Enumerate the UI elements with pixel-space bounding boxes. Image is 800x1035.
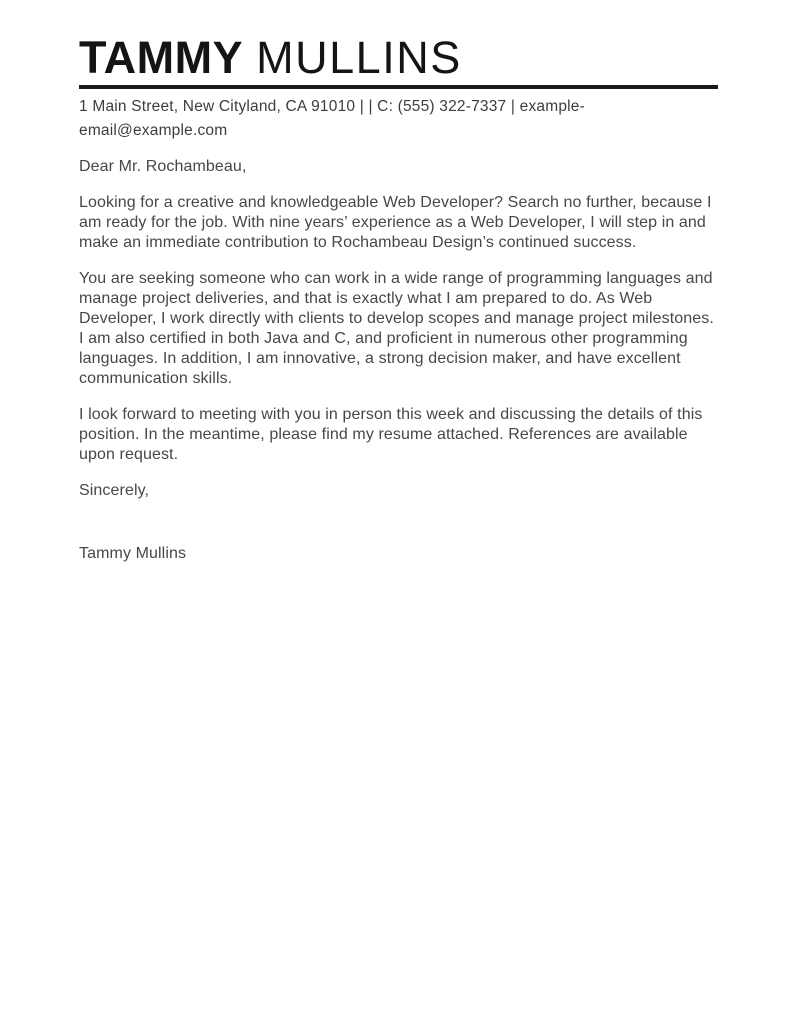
signature-name: Tammy Mullins	[79, 545, 187, 562]
contact-line-2: email@example.com	[79, 121, 228, 139]
candidate-first-name: TAMMY	[79, 32, 244, 83]
body-paragraph-3: I look forward to meeting with you in person this week and discussing the details of this position. In the meantime, please find my resume attached. References are available upon request.	[79, 406, 703, 463]
salutation: Dear Mr. Rochambeau,	[79, 158, 247, 175]
candidate-name	[79, 32, 718, 83]
body-paragraph-1: Looking for a creative and knowledgeable Web Developer? Search no further, because I am ready for the job. With nine years’ experience as a Web Developer, I will step in and make an immediate contribution to Rochambeau Design’s continued success.	[79, 194, 712, 251]
contact-line-1: 1 Main Street, New Cityland, CA 91010 | | C: (555) 322-7337 | example-	[79, 98, 585, 115]
contact-info	[79, 95, 719, 142]
letter-body	[79, 157, 719, 564]
header-divider-rule	[79, 85, 718, 89]
candidate-last-name: MULLINS	[256, 32, 462, 83]
body-paragraph-2: You are seeking someone who can work in a wide range of programming languages and manage project deliveries, and that is exactly what I am prepared to do. As Web Developer, I work directly with clients to develop scopes and manage project milestones. I am also certified in both Java and C, and proficient in numerous other programming languages. In addition, I am innovative, a strong decision maker, and have excellent communication skills.	[79, 270, 714, 387]
letter-header	[79, 32, 718, 142]
closing: Sincerely,	[79, 482, 150, 499]
